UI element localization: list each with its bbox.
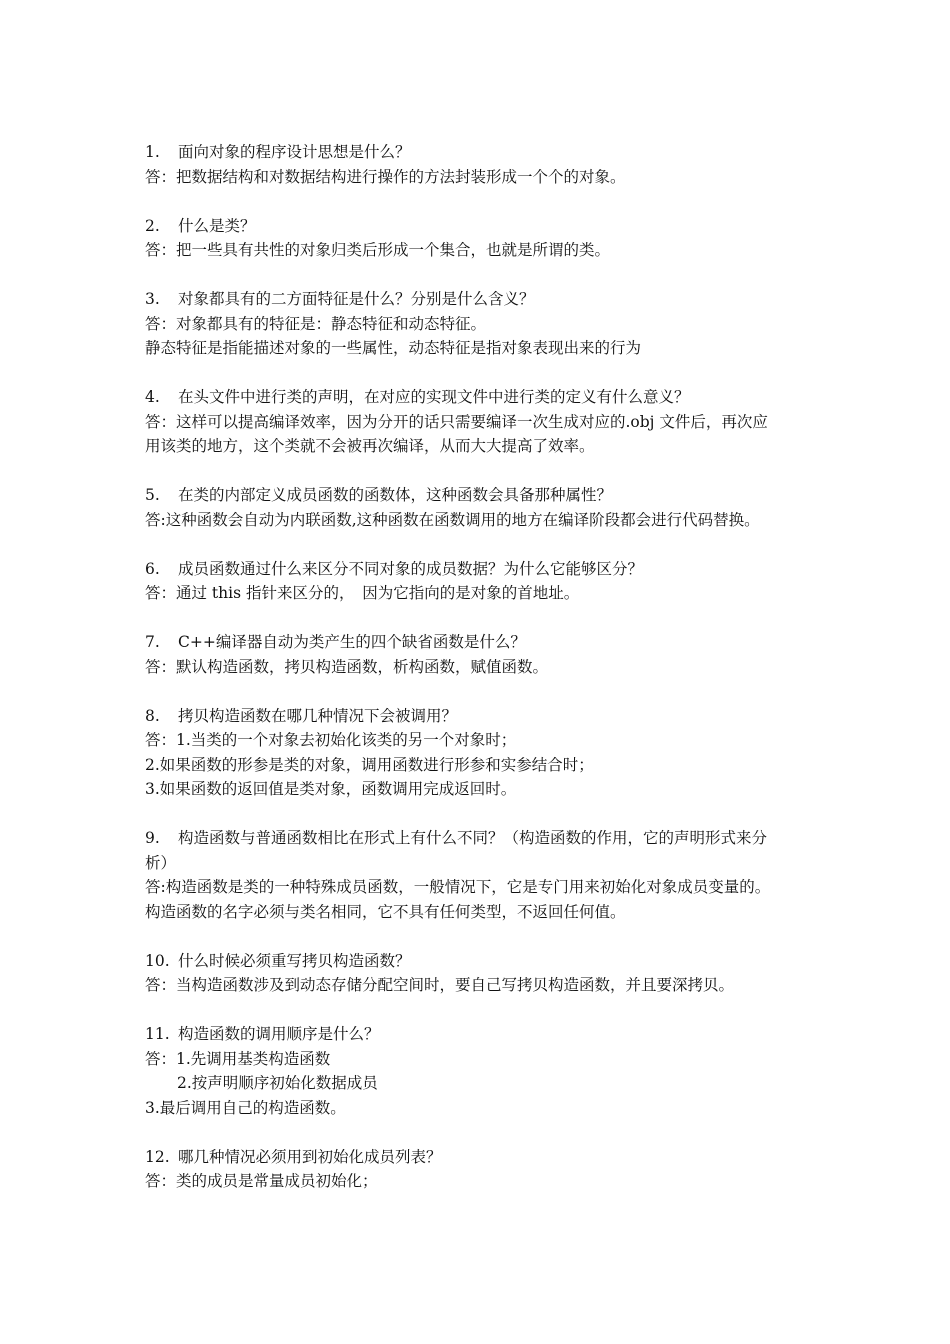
answer-line: 2.如果函数的形参是类的对象，调用函数进行形参和实参结合时； xyxy=(145,755,594,774)
question-continuation: 析） xyxy=(145,853,177,872)
question xyxy=(145,140,815,165)
qa-item-4 xyxy=(145,385,815,459)
answer-line: 答：对象都具有的特征是：静态特征和动态特征。 xyxy=(145,314,487,333)
qa-item-10 xyxy=(145,949,815,998)
answer-line: 静态特征是指能描述对象的一些属性，动态特征是指对象表现出来的行为 xyxy=(145,339,642,357)
question-number: 7. xyxy=(145,633,160,651)
question xyxy=(145,630,815,655)
question xyxy=(145,826,815,851)
qa-item-7 xyxy=(145,630,815,679)
answer-line: 答：这样可以提高编译效率，因为分开的话只需要编译一次生成对应的.obj 文件后，再次应 xyxy=(145,412,768,431)
question-number: 11. xyxy=(145,1025,170,1043)
question xyxy=(145,704,815,729)
answer-line: 答:构造函数是类的一种特殊成员函数，一般情况下，它是专门用来初始化对象成员变量的。 xyxy=(145,878,771,896)
qa-item-6 xyxy=(145,557,815,606)
answer-line: 答：默认构造函数，拷贝构造函数，析构函数，赋值函数。 xyxy=(145,657,549,676)
question-number: 1. xyxy=(145,143,160,161)
answer-line: 答：当构造函数涉及到动态存储分配空间时，要自己写拷贝构造函数，并且要深拷贝。 xyxy=(145,976,735,994)
question-number: 6. xyxy=(145,559,160,578)
answer-line: 2.按声明顺序初始化数据成员 xyxy=(177,1074,378,1092)
answer-line: 3.最后调用自己的构造函数。 xyxy=(145,1098,346,1117)
question xyxy=(145,557,815,582)
answer-line: 答：通过 this 指针来区分的， 因为它指向的是对象的首地址。 xyxy=(145,584,580,602)
question-text: 拷贝构造函数在哪几种情况下会被调用？ xyxy=(178,706,458,725)
question-text: 在头文件中进行类的声明，在对应的实现文件中进行类的定义有什么意义？ xyxy=(178,388,690,406)
question xyxy=(145,1022,815,1047)
answer-line: 答:这种函数会自动为内联函数,这种函数在函数调用的地方在编译阶段都会进行代码替换。 xyxy=(145,510,760,529)
answer-line: 答：1.先调用基类构造函数 xyxy=(145,1049,331,1068)
answer-line: 答：把一些具有共性的对象归类后形成一个集合，也就是所谓的类。 xyxy=(145,241,611,259)
question-text: 什么是类？ xyxy=(178,216,256,235)
qa-item-9 xyxy=(145,826,815,924)
qa-item-2 xyxy=(145,214,815,263)
question-number: 5. xyxy=(145,486,160,504)
qa-item-8 xyxy=(145,704,815,802)
question xyxy=(145,287,815,312)
question-text: 构造函数的调用顺序是什么？ xyxy=(178,1025,380,1043)
question xyxy=(145,483,815,508)
qa-item-3 xyxy=(145,287,815,361)
answer-line: 3.如果函数的返回值是类对象，函数调用完成返回时。 xyxy=(145,780,517,798)
question xyxy=(145,385,815,410)
question-number: 4. xyxy=(145,388,160,406)
answer-line: 用该类的地方，这个类就不会被再次编译，从而大大提高了效率。 xyxy=(145,437,595,455)
question-number: 12. xyxy=(145,1147,170,1166)
question-text: C++编译器自动为类产生的四个缺省函数是什么？ xyxy=(178,633,526,651)
question xyxy=(145,1145,815,1170)
answer-line: 答：类的成员是常量成员初始化； xyxy=(145,1172,378,1190)
qa-item-11 xyxy=(145,1022,815,1120)
question xyxy=(145,949,815,974)
question-number: 8. xyxy=(145,706,160,725)
question-number: 2. xyxy=(145,216,160,235)
question-number: 10. xyxy=(145,951,170,970)
answer-line: 答：把数据结构和对数据结构进行操作的方法封装形成一个个的对象。 xyxy=(145,167,626,186)
question-text: 对象都具有的二方面特征是什么？分别是什么含义？ xyxy=(178,290,535,308)
question-text: 什么时候必须重写拷贝构造函数？ xyxy=(178,951,411,970)
document-page xyxy=(145,140,815,1218)
qa-item-5 xyxy=(145,483,815,532)
question-text: 成员函数通过什么来区分不同对象的成员数据？为什么它能够区分？ xyxy=(178,559,644,578)
question-text: 在类的内部定义成员函数的函数体，这种函数会具备那种属性？ xyxy=(178,486,613,504)
question-text: 哪几种情况必须用到初始化成员列表？ xyxy=(178,1147,442,1166)
question-number: 3. xyxy=(145,290,160,308)
answer-line: 构造函数的名字必须与类名相同，它不具有任何类型，不返回任何值。 xyxy=(145,902,626,921)
question-text: 面向对象的程序设计思想是什么？ xyxy=(178,143,411,161)
answer-line: 答：1.当类的一个对象去初始化该类的另一个对象时； xyxy=(145,731,517,749)
question-text: 构造函数与普通函数相比在形式上有什么不同？（构造函数的作用，它的声明形式来分 xyxy=(178,829,768,847)
qa-item-1 xyxy=(145,140,815,189)
question-number: 9. xyxy=(145,829,160,847)
qa-item-12 xyxy=(145,1145,815,1194)
question xyxy=(145,214,815,239)
